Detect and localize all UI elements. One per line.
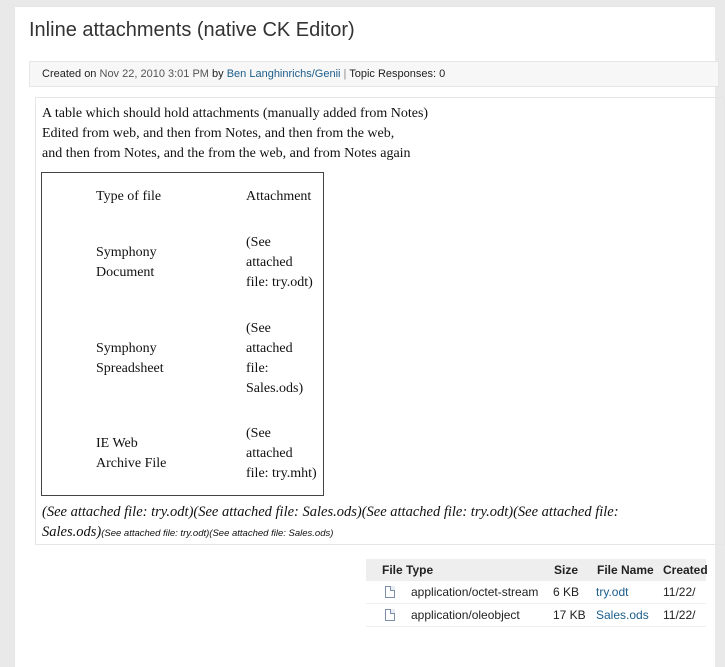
- table-cell-attachment: (See attached file: try.mht): [246, 426, 317, 481]
- file-type: application/oleobject: [411, 608, 520, 622]
- file-created: 11/22/: [663, 585, 696, 599]
- table-cell-type: IE Web Archive File: [96, 436, 167, 471]
- body-line: and then from Notes, and the from the web, and from Notes again: [42, 146, 411, 161]
- post-meta: [29, 61, 719, 87]
- file-name-link[interactable]: Sales.ods: [596, 608, 649, 622]
- table-cell-type: Symphony Spreadsheet: [96, 341, 164, 376]
- document-icon: [385, 609, 395, 621]
- col-size[interactable]: Size: [554, 563, 579, 577]
- body-line: Edited from web, and then from Notes, and then from the web,: [42, 126, 395, 141]
- created-on-label: Created on: [42, 68, 97, 80]
- col-file-name[interactable]: File Name: [597, 563, 654, 577]
- inline-attachment-refs: [42, 502, 712, 544]
- file-name-link[interactable]: try.odt: [596, 585, 629, 599]
- file-created: 11/22/: [663, 608, 696, 622]
- attachments-list-header: [366, 559, 706, 581]
- col-file-type[interactable]: File Type: [382, 563, 434, 577]
- table-header-attachment: Attachment: [246, 189, 312, 204]
- inline-refs-line: Sales.ods)(See attached file: try.odt)(See attached file: Sales.ods): [42, 524, 334, 540]
- col-created[interactable]: Created: [663, 563, 708, 577]
- attachments-table: [41, 172, 324, 496]
- inline-refs-line: (See attached file: try.odt)(See attached file: Sales.ods)(See attached file: try.odt)(See attached file:: [42, 504, 619, 520]
- file-size: 17 KB: [553, 608, 586, 622]
- by-label: by: [212, 68, 224, 80]
- topic-responses: Topic Responses: 0: [349, 68, 446, 80]
- table-cell-type: Symphony Document: [96, 245, 157, 280]
- table-header-type: Type of file: [96, 189, 162, 204]
- attachment-row: [366, 604, 706, 627]
- attachments-list: [366, 559, 706, 627]
- post-body-text: [42, 104, 428, 164]
- author-link[interactable]: Ben Langhinrichs/Genii: [226, 68, 341, 80]
- body-line: A table which should hold attachments (manually added from Notes): [42, 106, 429, 121]
- table-cell-attachment: (See attached file: Sales.ods): [246, 321, 304, 396]
- file-size: 6 KB: [553, 585, 580, 599]
- attachment-row: [366, 581, 706, 604]
- document-icon: [385, 586, 395, 598]
- meta-separator: |: [343, 68, 347, 80]
- file-type: application/octet-stream: [411, 585, 539, 599]
- table-cell-attachment: (See attached file: try.odt): [246, 235, 313, 290]
- page-title: Inline attachments (native CK Editor): [29, 19, 355, 41]
- post-content: [35, 97, 725, 545]
- created-date: Nov 22, 2010 3:01 PM: [99, 68, 209, 80]
